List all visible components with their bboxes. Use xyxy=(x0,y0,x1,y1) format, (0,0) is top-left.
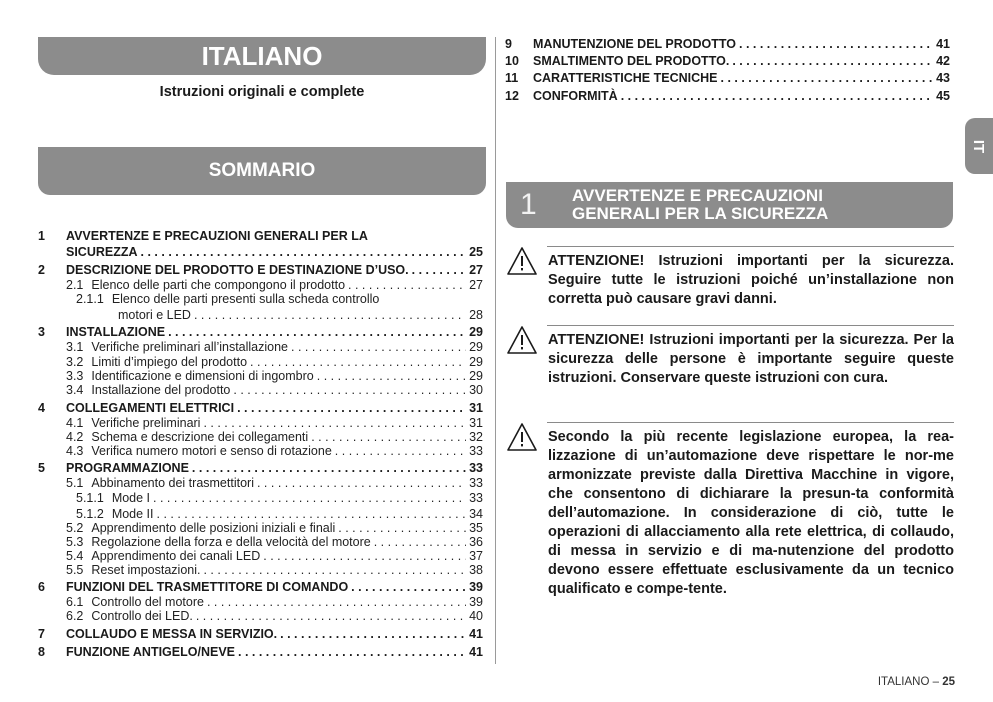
toc-entry-continued xyxy=(38,244,483,260)
toc-entry xyxy=(38,608,483,624)
warning-text: ATTENZIONE! Istruzioni importanti per la sicurezza. Per la sicurezza delle persone è importante seguire queste istruzioni. Conservare queste istruzioni con cura. xyxy=(548,332,954,386)
toc-leader-dots xyxy=(412,262,466,278)
toc-title: DESCRIZIONE DEL PRODOTTO E DESTINAZIONE D’USO. xyxy=(66,263,409,277)
toc-number: 5.4 xyxy=(66,549,84,563)
toc-page-number: 30 xyxy=(469,383,483,397)
toc-number: 1 xyxy=(38,229,45,243)
toc-title: MANUTENZIONE DEL PRODOTTO xyxy=(533,37,737,51)
warning-rule xyxy=(547,325,954,326)
toc-number: 5 xyxy=(38,461,45,475)
toc-entry xyxy=(38,626,483,642)
toc-page-number: 41 xyxy=(469,645,483,659)
toc-entry xyxy=(505,88,950,104)
toc-number: 6.1 xyxy=(66,595,84,609)
toc-number: 3 xyxy=(38,325,45,339)
toc-title-continued: motori e LED xyxy=(118,308,191,322)
warning-text: Secondo la più recente legislazione europea, la rea-lizzazione di un’automazione deve rispettare le nor-me armonizzate previste dalla Direttiva Macchine in vigore, che consentono di dichiarare la presun-ta conformità dell’automazione. In considerazione di ciò, tutte le operazioni di allacciamento alla rete elettrica, di collaudo, di messa in servizio e di ma-nutenzione del prodotto devono essere effettuate esclusivamente da un tecnico qualificato e compe-tente. xyxy=(548,429,954,597)
toc-title: Abbinamento dei trasmettitori xyxy=(91,476,254,490)
toc-page-number: 31 xyxy=(469,416,483,430)
toc-title: Installazione del prodotto xyxy=(91,383,231,397)
toc-number: 2.1 xyxy=(66,278,84,292)
section-number: 1 xyxy=(520,188,537,221)
toc-entry xyxy=(38,382,483,398)
section-title-line1: AVVERTENZE E PRECAUZIONI xyxy=(572,186,823,205)
toc-entry xyxy=(38,291,483,307)
warning-rule xyxy=(547,422,954,423)
toc-title: Reset impostazioni. xyxy=(91,563,201,577)
toc-title: Controllo dei LED. xyxy=(91,609,193,623)
toc-page-number: 35 xyxy=(469,521,483,535)
toc-leader-dots xyxy=(732,53,933,69)
toc-leader-dots xyxy=(238,644,466,660)
toc-title: Elenco delle parti presenti sulla scheda controllo xyxy=(111,292,380,306)
toc-title: Verifiche preliminari all’installazione xyxy=(91,340,289,354)
toc-number: 4.2 xyxy=(66,430,84,444)
toc-leader-dots xyxy=(739,36,933,52)
toc-entry xyxy=(38,262,483,278)
toc-page-number: 27 xyxy=(469,263,483,277)
toc-leader-dots xyxy=(233,382,466,398)
toc-entry xyxy=(38,400,483,416)
toc-title: PROGRAMMAZIONE xyxy=(66,461,189,475)
toc-title: Controllo del motore xyxy=(91,595,204,609)
toc-number: 2.1.1 xyxy=(76,292,104,306)
toc-entry xyxy=(38,324,483,340)
toc-page-number: 31 xyxy=(469,401,483,415)
toc-page-number: 36 xyxy=(469,535,483,549)
toc-number: 3.4 xyxy=(66,383,84,397)
toc-page-number: 32 xyxy=(469,430,483,444)
toc-title: INSTALLAZIONE xyxy=(66,325,166,339)
toc-entry xyxy=(38,443,483,459)
toc-page-number: 27 xyxy=(469,278,483,292)
toc-title: Mode II xyxy=(111,507,154,521)
warning-block xyxy=(506,325,954,409)
toc-leader-dots xyxy=(335,443,466,459)
warning-block xyxy=(506,422,954,622)
toc-page-number: 40 xyxy=(469,609,483,623)
toc-page-number: 28 xyxy=(469,308,483,322)
toc-title: CONFORMITÀ xyxy=(533,89,618,103)
toc-number: 5.3 xyxy=(66,535,84,549)
toc-page-number: 33 xyxy=(469,491,483,505)
toc-title: Apprendimento delle posizioni iniziali e finali xyxy=(91,521,336,535)
language-banner xyxy=(38,37,486,75)
summary-title: SOMMARIO xyxy=(208,160,316,181)
toc-leader-dots xyxy=(196,608,466,624)
toc-title: Schema e descrizione dei collegamenti xyxy=(91,430,309,444)
toc-leader-dots xyxy=(257,475,466,491)
toc-title-continued: SICUREZZA xyxy=(66,245,138,259)
toc-leader-dots xyxy=(237,400,466,416)
toc-number: 5.1 xyxy=(66,476,84,490)
warning-triangle-icon xyxy=(506,422,538,452)
toc-number: 6 xyxy=(38,580,45,594)
toc-page-number: 37 xyxy=(469,549,483,563)
toc-number: 2 xyxy=(38,263,45,277)
language-side-tab xyxy=(965,118,993,174)
toc-page-number: 41 xyxy=(469,627,483,641)
toc-page-number: 33 xyxy=(469,461,483,475)
toc-leader-dots xyxy=(621,88,933,104)
column-divider xyxy=(495,37,496,664)
summary-banner xyxy=(38,147,486,195)
warning-triangle-icon xyxy=(506,246,538,276)
warning-triangle-icon xyxy=(506,325,538,355)
toc-title: COLLAUDO E MESSA IN SERVIZIO. xyxy=(66,627,278,641)
toc-entry xyxy=(505,36,950,52)
toc-page-number: 29 xyxy=(469,340,483,354)
toc-title: COLLEGAMENTI ELETTRICI xyxy=(66,401,235,415)
toc-leader-dots xyxy=(194,307,466,323)
toc-page-number: 42 xyxy=(936,54,950,68)
toc-entry xyxy=(38,562,483,578)
toc-number: 12 xyxy=(505,89,519,103)
toc-title: Identificazione e dimensioni di ingombro xyxy=(91,369,314,383)
footer-language: ITALIANO – xyxy=(877,676,939,688)
toc-entry xyxy=(505,70,950,86)
toc-entry xyxy=(38,228,483,244)
page-footer xyxy=(878,676,955,688)
toc-entry xyxy=(38,475,483,491)
document-subtitle: Istruzioni originali e complete xyxy=(159,84,365,100)
warning-block xyxy=(506,246,954,310)
toc-entry xyxy=(38,490,483,506)
toc-title: Verifiche preliminari xyxy=(91,416,201,430)
toc-entry-continued xyxy=(38,307,483,323)
toc-title: AVVERTENZE E PRECAUZIONI GENERALI PER LA xyxy=(66,229,368,243)
toc-title: FUNZIONE ANTIGELO/NEVE xyxy=(66,645,235,659)
toc-title: CARATTERISTICHE TECNICHE xyxy=(533,71,718,85)
toc-title: FUNZIONI DEL TRASMETTITORE DI COMANDO xyxy=(66,580,349,594)
toc-number: 7 xyxy=(38,627,45,641)
toc-page-number: 34 xyxy=(469,507,483,521)
toc-leader-dots xyxy=(153,490,466,506)
toc-leader-dots xyxy=(168,324,466,340)
toc-page-number: 33 xyxy=(469,444,483,458)
toc-number: 5.1.2 xyxy=(76,507,104,521)
toc-leader-dots xyxy=(351,579,466,595)
toc-number: 4.1 xyxy=(66,416,84,430)
toc-number: 3.3 xyxy=(66,369,84,383)
toc-number: 6.2 xyxy=(66,609,84,623)
toc-number: 5.2 xyxy=(66,521,84,535)
toc-number: 4 xyxy=(38,401,45,415)
language-title: ITALIANO xyxy=(201,40,323,71)
toc-page-number: 29 xyxy=(469,355,483,369)
toc-entry xyxy=(38,460,483,476)
toc-number: 5.5 xyxy=(66,563,84,577)
warning-rule xyxy=(547,246,954,247)
toc-page-number: 43 xyxy=(936,71,950,85)
toc-entry xyxy=(38,579,483,595)
toc-entry xyxy=(505,53,950,69)
toc-title: Verifica numero motori e senso di rotazione xyxy=(91,444,332,458)
toc-number: 10 xyxy=(505,54,519,68)
toc-leader-dots xyxy=(192,460,466,476)
toc-page-number: 45 xyxy=(936,89,950,103)
toc-number: 4.3 xyxy=(66,444,84,458)
toc-leader-dots xyxy=(280,626,466,642)
toc-leader-dots xyxy=(141,244,467,260)
toc-page-number: 41 xyxy=(936,37,950,51)
toc-title: Elenco delle parti che compongono il prodotto xyxy=(91,278,346,292)
toc-title: Mode I xyxy=(111,491,151,505)
toc-entry xyxy=(38,339,483,355)
toc-number: 3.2 xyxy=(66,355,84,369)
toc-number: 8 xyxy=(38,645,45,659)
toc-page-number: 29 xyxy=(469,325,483,339)
toc-page-number: 29 xyxy=(469,369,483,383)
toc-title: Limiti d’impiego del prodotto xyxy=(91,355,248,369)
section-banner xyxy=(506,182,953,228)
toc-entry xyxy=(38,644,483,660)
toc-leader-dots xyxy=(203,562,466,578)
toc-number: 9 xyxy=(505,37,512,51)
toc-page-number: 38 xyxy=(469,563,483,577)
toc-page-number: 39 xyxy=(469,580,483,594)
toc-leader-dots xyxy=(721,70,934,86)
language-side-tab-label: IT xyxy=(970,139,988,153)
section-title xyxy=(572,187,828,223)
toc-number: 11 xyxy=(505,71,519,85)
toc-title: SMALTIMENTO DEL PRODOTTO. xyxy=(533,54,730,68)
toc-page-number: 33 xyxy=(469,476,483,490)
toc-number: 3.1 xyxy=(66,340,84,354)
toc-page-number: 25 xyxy=(469,245,483,259)
toc-page-number: 39 xyxy=(469,595,483,609)
warning-text: ATTENZIONE! Istruzioni importanti per la sicurezza. Seguire tutte le istruzioni poiché un’installazione non corretta può causare gravi danni. xyxy=(548,253,954,307)
toc-number: 5.1.1 xyxy=(76,491,104,505)
toc-title: Regolazione della forza e della velocità del motore xyxy=(91,535,371,549)
toc-title: Apprendimento dei canali LED xyxy=(91,549,261,563)
page-number: 25 xyxy=(942,676,955,688)
section-title-line2: GENERALI PER LA SICUREZZA xyxy=(572,204,829,223)
toc-leader-dots xyxy=(291,339,466,355)
